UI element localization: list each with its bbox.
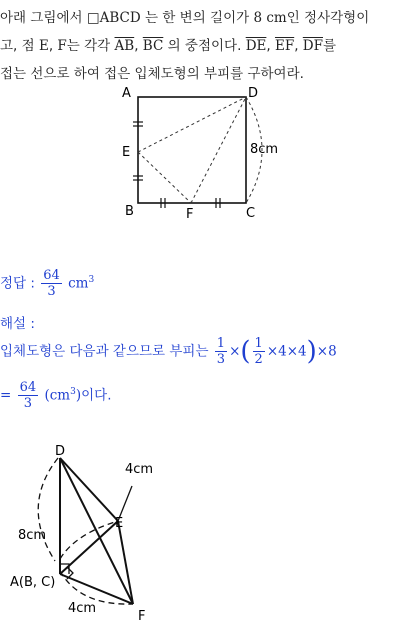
- edge-af: [60, 574, 133, 604]
- fold-line-df: [191, 97, 246, 203]
- label-b: B: [125, 204, 134, 219]
- fold-line-de: [138, 97, 246, 152]
- edge-ef: [118, 521, 133, 604]
- problem-line-2: 고, 점 E, F는 각각 $\overline{AB}$, $\overline{BC}$ 의 중점이다. $\overline{DE}$, $\overline{EF}$, $\overline{DF}$를: [0, 38, 337, 54]
- label-a: A: [122, 86, 131, 101]
- problem-line-1: 아래 그림에서 □ABCD 는 한 변의 길이가 8 cm인 정사각형이: [0, 10, 370, 26]
- label-f: F: [186, 207, 194, 222]
- label-side-length: 8cm: [250, 142, 279, 157]
- solution-line-1: 입체도형은 다음과 같으므로 부피는 $\frac{1}{3}$ ×( $\frac{1}{2}$ ×4×4)×8: [0, 336, 337, 367]
- label-d: D: [55, 444, 66, 459]
- tick-marks: [133, 122, 220, 208]
- folded-solid-figure: [0, 436, 220, 622]
- segment-df: $\overline{DF}$: [302, 38, 323, 54]
- label-c: C: [246, 206, 256, 221]
- solution-heading: 해설 :: [0, 316, 35, 332]
- square-figure: [110, 82, 300, 222]
- label-4cm-bottom: 4cm: [68, 601, 97, 616]
- edge-df: [60, 458, 133, 604]
- answer-label: 정답 :: [0, 275, 40, 292]
- segment-bc: $\overline{BC}$: [142, 38, 164, 54]
- label-f: F: [138, 609, 146, 622]
- answer-fraction: $\frac{64}{3}$: [43, 268, 60, 299]
- problem-line-3: 접는 선으로 하여 접은 입체도형의 부피를 구하여라.: [0, 66, 304, 82]
- square-outline: [138, 97, 246, 203]
- square-symbol: □: [86, 10, 100, 26]
- segment-de: $\overline{DE}$: [245, 38, 267, 54]
- label-4cm-top: 4cm: [125, 462, 154, 477]
- solution-line-2: = $\frac{64}{3}$ $(cm^3)$이다.: [0, 380, 112, 411]
- segment-ab: $\overline{AB}$: [114, 38, 135, 54]
- fold-line-ef: [138, 152, 191, 203]
- segment-ef: $\overline{EF}$: [274, 38, 295, 54]
- label-d: D: [248, 86, 259, 101]
- label-e: E: [122, 145, 131, 160]
- edge-de: [60, 458, 118, 521]
- square-name: ABCD: [99, 10, 141, 26]
- label-a-bc: A(B, C): [10, 575, 56, 590]
- fold-arc-middle: [60, 521, 118, 559]
- label-8cm: 8cm: [18, 528, 47, 543]
- fold-arc-left: [38, 458, 58, 561]
- label-e: E: [115, 516, 124, 531]
- answer-line: 정답 : $\frac{64}{3}$ $cm^3$: [0, 268, 95, 299]
